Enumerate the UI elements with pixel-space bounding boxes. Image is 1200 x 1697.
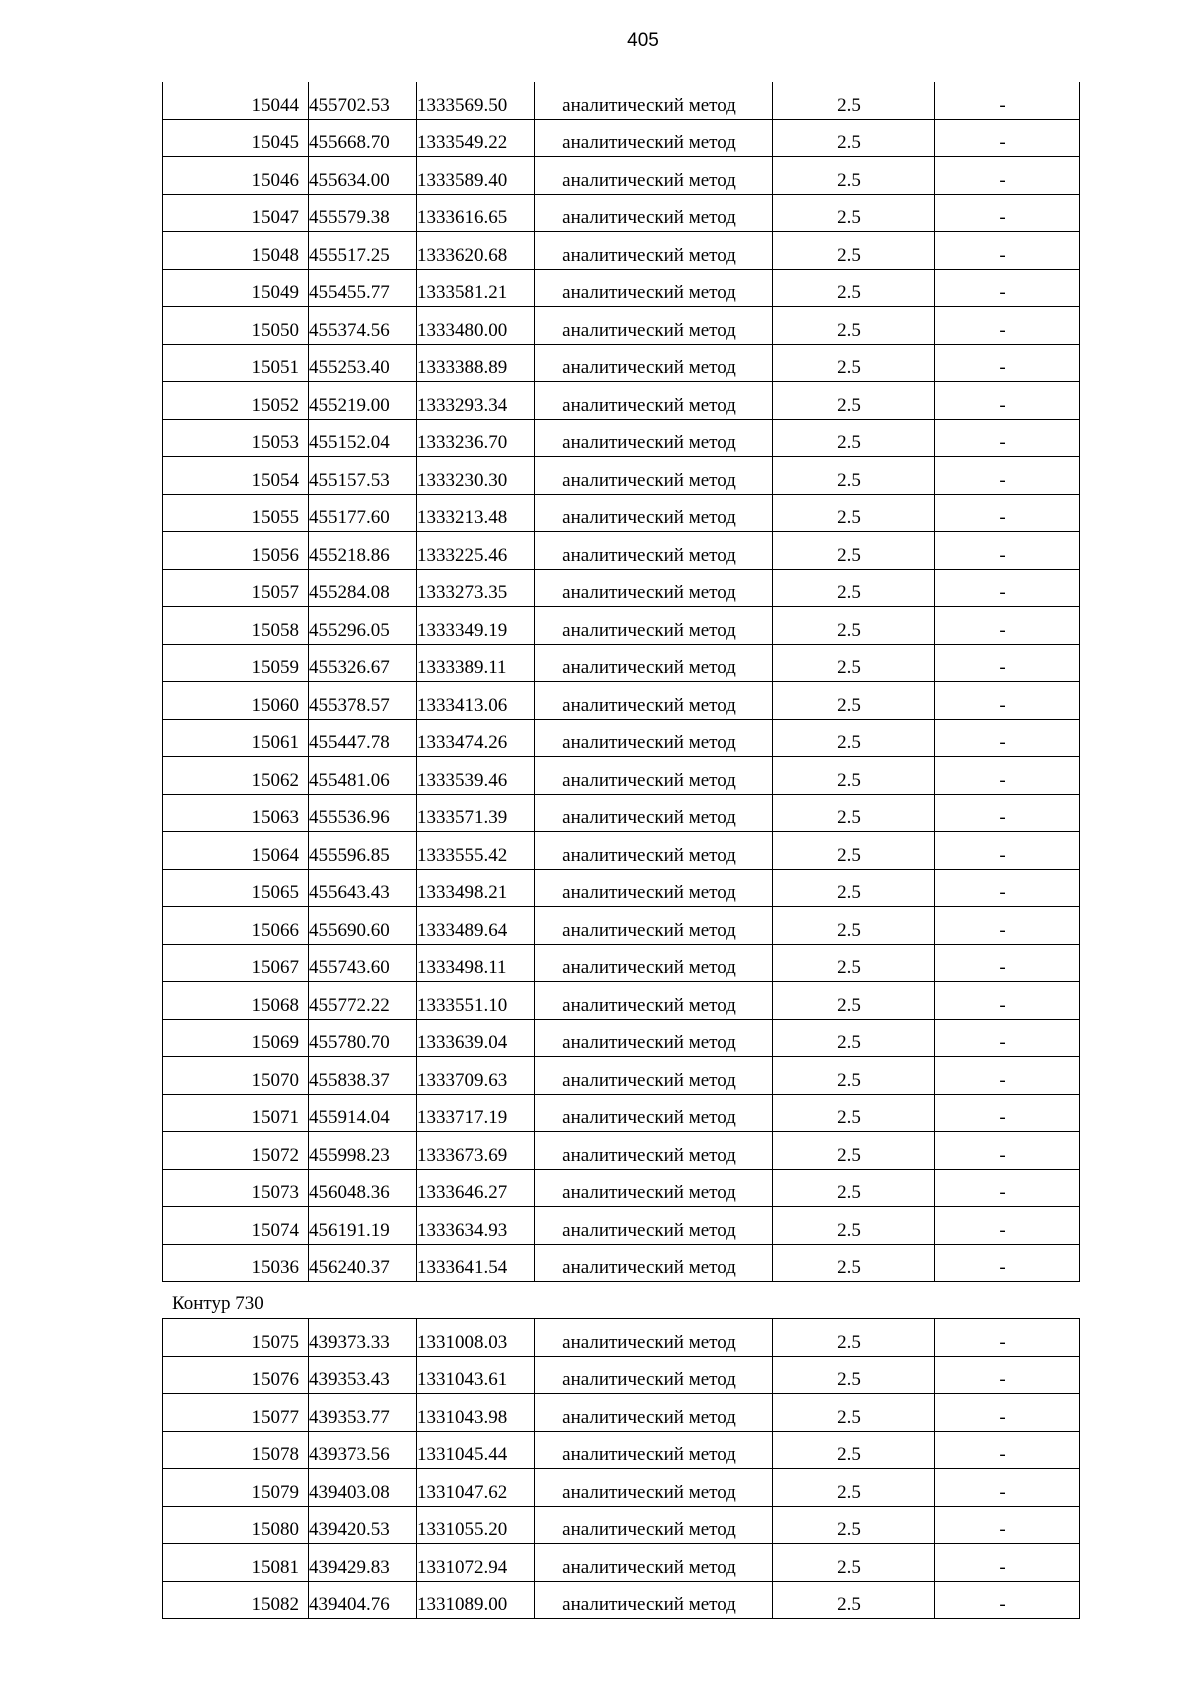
x-coordinate-cell: 439353.43 [309,1356,417,1394]
accuracy-cell: 2.5 [773,607,935,645]
x-coordinate-cell: 439404.76 [309,1581,417,1619]
accuracy-cell: 2.5 [773,419,935,457]
table-row [163,1319,1080,1357]
method-cell: аналитический метод [535,1506,773,1544]
note-cell: - [935,194,1080,232]
note-cell: - [935,1132,1080,1170]
table-row [163,719,1080,757]
accuracy-cell: 2.5 [773,1207,935,1245]
point-number-cell: 15071 [163,1094,309,1132]
method-cell: аналитический метод [535,307,773,345]
point-number-cell: 15054 [163,457,309,495]
table-row [163,607,1080,645]
method-cell: аналитический метод [535,1019,773,1057]
point-number-cell: 15077 [163,1394,309,1432]
y-coordinate-cell: 1333709.63 [417,1057,535,1095]
note-cell: - [935,982,1080,1020]
method-cell: аналитический метод [535,1132,773,1170]
note-cell: - [935,1394,1080,1432]
table-row [163,1169,1080,1207]
method-cell: аналитический метод [535,382,773,420]
accuracy-cell: 2.5 [773,794,935,832]
accuracy-cell: 2.5 [773,157,935,195]
point-number-cell: 15058 [163,607,309,645]
note-cell: - [935,607,1080,645]
accuracy-cell: 2.5 [773,269,935,307]
note-cell: - [935,1019,1080,1057]
note-cell: - [935,944,1080,982]
coordinates-table-top [162,82,1080,1282]
x-coordinate-cell: 455596.85 [309,832,417,870]
note-cell: - [935,82,1080,119]
x-coordinate-cell: 455219.00 [309,382,417,420]
accuracy-cell: 2.5 [773,719,935,757]
y-coordinate-cell: 1333555.42 [417,832,535,870]
note-cell: - [935,1319,1080,1357]
y-coordinate-cell: 1333236.70 [417,419,535,457]
note-cell: - [935,1169,1080,1207]
method-cell: аналитический метод [535,344,773,382]
table-row [163,1431,1080,1469]
table-row [163,1581,1080,1619]
table-row [163,419,1080,457]
y-coordinate-cell: 1331089.00 [417,1581,535,1619]
x-coordinate-cell: 455690.60 [309,907,417,945]
table-row [163,869,1080,907]
y-coordinate-cell: 1333213.48 [417,494,535,532]
accuracy-cell: 2.5 [773,1094,935,1132]
table-row [163,944,1080,982]
note-cell: - [935,794,1080,832]
accuracy-cell: 2.5 [773,494,935,532]
table-row [163,307,1080,345]
accuracy-cell: 2.5 [773,682,935,720]
y-coordinate-cell: 1333388.89 [417,344,535,382]
point-number-cell: 15049 [163,269,309,307]
y-coordinate-cell: 1333474.26 [417,719,535,757]
y-coordinate-cell: 1333616.65 [417,194,535,232]
x-coordinate-cell: 455253.40 [309,344,417,382]
note-cell: - [935,382,1080,420]
point-number-cell: 15059 [163,644,309,682]
note-cell: - [935,719,1080,757]
note-cell: - [935,307,1080,345]
page-number: 405 [627,30,659,51]
accuracy-cell: 2.5 [773,869,935,907]
x-coordinate-cell: 455378.57 [309,682,417,720]
y-coordinate-cell: 1333389.11 [417,644,535,682]
table-row [163,907,1080,945]
y-coordinate-cell: 1333480.00 [417,307,535,345]
note-cell: - [935,1207,1080,1245]
x-coordinate-cell: 455838.37 [309,1057,417,1095]
table-row [163,982,1080,1020]
note-cell: - [935,1544,1080,1582]
y-coordinate-cell: 1333498.21 [417,869,535,907]
y-coordinate-cell: 1331047.62 [417,1469,535,1507]
y-coordinate-cell: 1333413.06 [417,682,535,720]
method-cell: аналитический метод [535,1319,773,1357]
point-number-cell: 15055 [163,494,309,532]
note-cell: - [935,1057,1080,1095]
accuracy-cell: 2.5 [773,457,935,495]
note-cell: - [935,644,1080,682]
point-number-cell: 15036 [163,1244,309,1282]
x-coordinate-cell: 439420.53 [309,1506,417,1544]
y-coordinate-cell: 1333571.39 [417,794,535,832]
y-coordinate-cell: 1333539.46 [417,757,535,795]
y-coordinate-cell: 1333646.27 [417,1169,535,1207]
method-cell: аналитический метод [535,532,773,570]
accuracy-cell: 2.5 [773,194,935,232]
accuracy-cell: 2.5 [773,644,935,682]
method-cell: аналитический метод [535,194,773,232]
note-cell: - [935,457,1080,495]
table-row [163,682,1080,720]
y-coordinate-cell: 1333230.30 [417,457,535,495]
point-number-cell: 15047 [163,194,309,232]
point-number-cell: 15060 [163,682,309,720]
table-row [163,1057,1080,1095]
method-cell: аналитический метод [535,607,773,645]
table-row [163,569,1080,607]
point-number-cell: 15073 [163,1169,309,1207]
accuracy-cell: 2.5 [773,907,935,945]
note-cell: - [935,682,1080,720]
y-coordinate-cell: 1333641.54 [417,1244,535,1282]
table-row [163,1544,1080,1582]
accuracy-cell: 2.5 [773,1169,935,1207]
accuracy-cell: 2.5 [773,1319,935,1357]
method-cell: аналитический метод [535,232,773,270]
x-coordinate-cell: 456191.19 [309,1207,417,1245]
x-coordinate-cell: 439403.08 [309,1469,417,1507]
accuracy-cell: 2.5 [773,119,935,157]
x-coordinate-cell: 455772.22 [309,982,417,1020]
point-number-cell: 15070 [163,1057,309,1095]
method-cell: аналитический метод [535,832,773,870]
y-coordinate-cell: 1333273.35 [417,569,535,607]
point-number-cell: 15065 [163,869,309,907]
table-row [163,832,1080,870]
note-cell: - [935,907,1080,945]
y-coordinate-cell: 1333673.69 [417,1132,535,1170]
method-cell: аналитический метод [535,644,773,682]
x-coordinate-cell: 456240.37 [309,1244,417,1282]
point-number-cell: 15069 [163,1019,309,1057]
point-number-cell: 15072 [163,1132,309,1170]
accuracy-cell: 2.5 [773,944,935,982]
accuracy-cell: 2.5 [773,1581,935,1619]
point-number-cell: 15051 [163,344,309,382]
y-coordinate-cell: 1331043.61 [417,1356,535,1394]
table-row [163,269,1080,307]
note-cell: - [935,1094,1080,1132]
note-cell: - [935,832,1080,870]
y-coordinate-cell: 1331008.03 [417,1319,535,1357]
x-coordinate-cell: 455157.53 [309,457,417,495]
method-cell: аналитический метод [535,719,773,757]
point-number-cell: 15057 [163,569,309,607]
x-coordinate-cell: 439429.83 [309,1544,417,1582]
method-cell: аналитический метод [535,1244,773,1282]
accuracy-cell: 2.5 [773,757,935,795]
method-cell: аналитический метод [535,1094,773,1132]
table-row [163,1394,1080,1432]
table-row [163,194,1080,232]
note-cell: - [935,419,1080,457]
coordinates-table-bottom [162,1318,1080,1619]
accuracy-cell: 2.5 [773,232,935,270]
method-cell: аналитический метод [535,1469,773,1507]
table-row [163,644,1080,682]
y-coordinate-cell: 1331043.98 [417,1394,535,1432]
accuracy-cell: 2.5 [773,307,935,345]
note-cell: - [935,232,1080,270]
method-cell: аналитический метод [535,569,773,607]
y-coordinate-cell: 1333549.22 [417,119,535,157]
note-cell: - [935,157,1080,195]
point-number-cell: 15066 [163,907,309,945]
note-cell: - [935,344,1080,382]
point-number-cell: 15067 [163,944,309,982]
accuracy-cell: 2.5 [773,82,935,119]
x-coordinate-cell: 455447.78 [309,719,417,757]
x-coordinate-cell: 455284.08 [309,569,417,607]
accuracy-cell: 2.5 [773,1019,935,1057]
accuracy-cell: 2.5 [773,1244,935,1282]
table-row [163,1469,1080,1507]
accuracy-cell: 2.5 [773,1469,935,1507]
accuracy-cell: 2.5 [773,1506,935,1544]
method-cell: аналитический метод [535,944,773,982]
accuracy-cell: 2.5 [773,1544,935,1582]
note-cell: - [935,569,1080,607]
method-cell: аналитический метод [535,982,773,1020]
point-number-cell: 15076 [163,1356,309,1394]
table-row [163,794,1080,832]
x-coordinate-cell: 439373.56 [309,1431,417,1469]
y-coordinate-cell: 1333639.04 [417,1019,535,1057]
method-cell: аналитический метод [535,1207,773,1245]
method-cell: аналитический метод [535,1431,773,1469]
table-row [163,82,1080,119]
accuracy-cell: 2.5 [773,382,935,420]
table-row [163,1094,1080,1132]
note-cell: - [935,532,1080,570]
y-coordinate-cell: 1333225.46 [417,532,535,570]
y-coordinate-cell: 1333293.34 [417,382,535,420]
method-cell: аналитический метод [535,157,773,195]
y-coordinate-cell: 1333620.68 [417,232,535,270]
x-coordinate-cell: 455177.60 [309,494,417,532]
accuracy-cell: 2.5 [773,1132,935,1170]
accuracy-cell: 2.5 [773,569,935,607]
note-cell: - [935,1469,1080,1507]
point-number-cell: 15082 [163,1581,309,1619]
table-row [163,1132,1080,1170]
table-row [163,1356,1080,1394]
note-cell: - [935,869,1080,907]
x-coordinate-cell: 455634.00 [309,157,417,195]
y-coordinate-cell: 1333634.93 [417,1207,535,1245]
point-number-cell: 15075 [163,1319,309,1357]
table-row [163,157,1080,195]
note-cell: - [935,757,1080,795]
point-number-cell: 15050 [163,307,309,345]
note-cell: - [935,1356,1080,1394]
method-cell: аналитический метод [535,1057,773,1095]
accuracy-cell: 2.5 [773,532,935,570]
point-number-cell: 15079 [163,1469,309,1507]
point-number-cell: 15052 [163,382,309,420]
method-cell: аналитический метод [535,1581,773,1619]
x-coordinate-cell: 455455.77 [309,269,417,307]
method-cell: аналитический метод [535,1544,773,1582]
note-cell: - [935,1244,1080,1282]
point-number-cell: 15064 [163,832,309,870]
accuracy-cell: 2.5 [773,832,935,870]
x-coordinate-cell: 455743.60 [309,944,417,982]
point-number-cell: 15056 [163,532,309,570]
x-coordinate-cell: 455326.67 [309,644,417,682]
accuracy-cell: 2.5 [773,1356,935,1394]
method-cell: аналитический метод [535,119,773,157]
method-cell: аналитический метод [535,1356,773,1394]
table-row [163,119,1080,157]
method-cell: аналитический метод [535,457,773,495]
x-coordinate-cell: 455668.70 [309,119,417,157]
point-number-cell: 15078 [163,1431,309,1469]
method-cell: аналитический метод [535,794,773,832]
point-number-cell: 15045 [163,119,309,157]
method-cell: аналитический метод [535,82,773,119]
note-cell: - [935,269,1080,307]
accuracy-cell: 2.5 [773,1431,935,1469]
table-row [163,382,1080,420]
y-coordinate-cell: 1333551.10 [417,982,535,1020]
note-cell: - [935,1431,1080,1469]
accuracy-cell: 2.5 [773,1057,935,1095]
point-number-cell: 15048 [163,232,309,270]
x-coordinate-cell: 455536.96 [309,794,417,832]
method-cell: аналитический метод [535,757,773,795]
x-coordinate-cell: 439373.33 [309,1319,417,1357]
method-cell: аналитический метод [535,269,773,307]
note-cell: - [935,119,1080,157]
table-row [163,1244,1080,1282]
contour-label: Контур 730 [172,1293,264,1314]
y-coordinate-cell: 1333569.50 [417,82,535,119]
table-row [163,1207,1080,1245]
x-coordinate-cell: 455702.53 [309,82,417,119]
x-coordinate-cell: 455296.05 [309,607,417,645]
accuracy-cell: 2.5 [773,344,935,382]
point-number-cell: 15080 [163,1506,309,1544]
table-row [163,457,1080,495]
x-coordinate-cell: 455914.04 [309,1094,417,1132]
point-number-cell: 15062 [163,757,309,795]
y-coordinate-cell: 1333489.64 [417,907,535,945]
point-number-cell: 15063 [163,794,309,832]
point-number-cell: 15081 [163,1544,309,1582]
point-number-cell: 15074 [163,1207,309,1245]
point-number-cell: 15044 [163,82,309,119]
x-coordinate-cell: 439353.77 [309,1394,417,1432]
method-cell: аналитический метод [535,494,773,532]
note-cell: - [935,1581,1080,1619]
table-row [163,757,1080,795]
x-coordinate-cell: 455643.43 [309,869,417,907]
table-row [163,1506,1080,1544]
y-coordinate-cell: 1333717.19 [417,1094,535,1132]
table-row [163,1019,1080,1057]
y-coordinate-cell: 1333589.40 [417,157,535,195]
accuracy-cell: 2.5 [773,982,935,1020]
method-cell: аналитический метод [535,419,773,457]
table-row [163,344,1080,382]
x-coordinate-cell: 456048.36 [309,1169,417,1207]
x-coordinate-cell: 455481.06 [309,757,417,795]
method-cell: аналитический метод [535,1394,773,1432]
method-cell: аналитический метод [535,682,773,720]
x-coordinate-cell: 455218.86 [309,532,417,570]
y-coordinate-cell: 1331045.44 [417,1431,535,1469]
x-coordinate-cell: 455998.23 [309,1132,417,1170]
method-cell: аналитический метод [535,869,773,907]
table-row [163,494,1080,532]
y-coordinate-cell: 1331055.20 [417,1506,535,1544]
table-row [163,232,1080,270]
accuracy-cell: 2.5 [773,1394,935,1432]
note-cell: - [935,494,1080,532]
point-number-cell: 15046 [163,157,309,195]
x-coordinate-cell: 455780.70 [309,1019,417,1057]
y-coordinate-cell: 1331072.94 [417,1544,535,1582]
point-number-cell: 15061 [163,719,309,757]
method-cell: аналитический метод [535,1169,773,1207]
x-coordinate-cell: 455152.04 [309,419,417,457]
point-number-cell: 15068 [163,982,309,1020]
note-cell: - [935,1506,1080,1544]
method-cell: аналитический метод [535,907,773,945]
y-coordinate-cell: 1333498.11 [417,944,535,982]
y-coordinate-cell: 1333349.19 [417,607,535,645]
x-coordinate-cell: 455579.38 [309,194,417,232]
x-coordinate-cell: 455517.25 [309,232,417,270]
point-number-cell: 15053 [163,419,309,457]
x-coordinate-cell: 455374.56 [309,307,417,345]
table-row [163,532,1080,570]
y-coordinate-cell: 1333581.21 [417,269,535,307]
